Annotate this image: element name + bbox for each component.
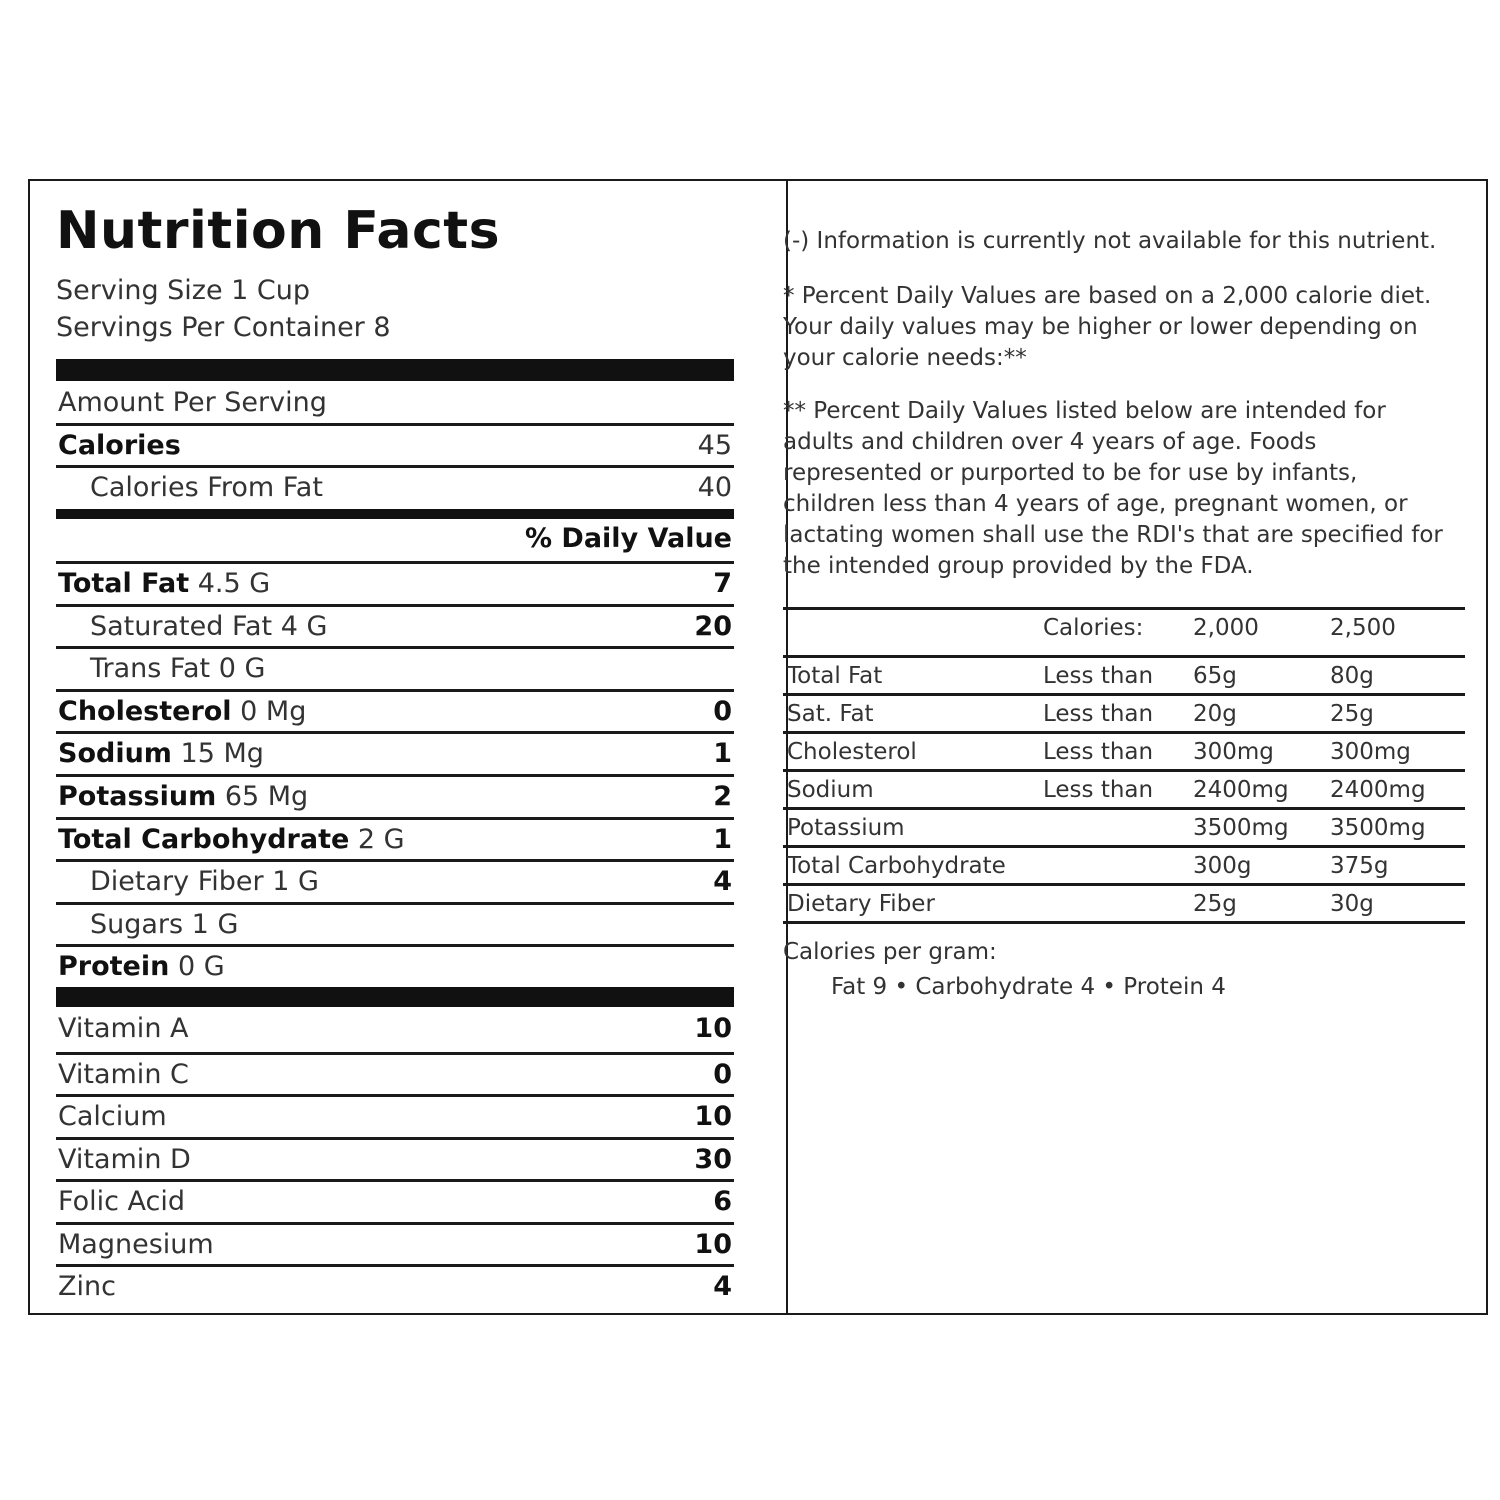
dv-value-2000: 20g (1193, 701, 1237, 727)
nutrient-daily-value: 7 (713, 568, 732, 599)
nutrient-daily-value: 4 (713, 866, 732, 898)
vitamin-daily-value: 6 (713, 1186, 732, 1217)
amount-per-serving-row (56, 383, 734, 425)
dv-nutrient: Potassium (787, 815, 905, 841)
vitamin-row (56, 1052, 734, 1094)
nutrient-name: Dietary Fiber 1 G (90, 866, 319, 898)
nutrient-amount: 2 G (357, 823, 405, 855)
dv-nutrient: Total Carbohydrate (787, 853, 1006, 879)
nutrient-amount: 65 Mg (224, 781, 309, 812)
calories-per-gram-label: Calories per gram: (783, 939, 997, 965)
nutrient-daily-value (732, 649, 734, 688)
nutrient-name (56, 777, 308, 816)
dv-header-2000: 2,000 (1193, 615, 1259, 641)
nutrition-label (28, 179, 1488, 1315)
nutrient-row (56, 731, 734, 773)
nutrient-daily-value (732, 905, 734, 944)
nutrient-amount: 0 G (177, 951, 225, 983)
nutrient-label: Protein (58, 951, 170, 983)
vitamin-name: Folic Acid (58, 1186, 185, 1217)
dv-table-row (783, 883, 1465, 921)
dv-nutrient: Sat. Fat (787, 701, 874, 727)
dv-value-2500: 2400mg (1330, 777, 1426, 803)
nutrient-label: Cholesterol (58, 695, 232, 727)
nutrient-row (56, 944, 734, 986)
vitamin-daily-value: 10 (694, 1013, 732, 1044)
vitamin-name: Calcium (58, 1101, 167, 1132)
note-intended-for: ** Percent Daily Values listed below are intended for adults and children over 4 years of age. Foods represented or purported to be for use by infants, children less than 4 years of age, pregnant women, or lactating women shall use the RDI's that are specified for the intended group provided by the FDA. (783, 398, 1443, 579)
servings-per-container: Servings Per Container 8 (56, 312, 391, 343)
nutrient-name (56, 947, 225, 986)
dv-value-2500: 25g (1330, 701, 1374, 727)
nutrient-label: Sodium (58, 738, 172, 770)
nutrient-daily-value: 20 (694, 610, 732, 642)
vitamin-row (56, 1009, 734, 1051)
vitamin-name: Vitamin D (58, 1143, 191, 1175)
nutrient-name (56, 820, 405, 859)
daily-value-header: % Daily Value (524, 523, 732, 554)
dv-table-row (783, 693, 1465, 731)
nutrient-name: Sugars 1 G (90, 908, 239, 940)
dv-value-2000: 65g (1193, 663, 1237, 689)
dv-nutrient: Cholesterol (787, 739, 917, 765)
nutrient-row (56, 774, 734, 816)
dv-nutrient: Dietary Fiber (787, 891, 935, 917)
dv-header-2500: 2,500 (1330, 615, 1396, 641)
vitamin-row (56, 1137, 734, 1179)
nutrient-daily-value: 1 (713, 823, 732, 855)
vitamin-row (56, 1222, 734, 1264)
dv-qualifier: Less than (1043, 701, 1154, 727)
dv-value-2500: 3500mg (1330, 815, 1426, 841)
vitamin-daily-value: 10 (694, 1228, 732, 1260)
nutrient-row (56, 859, 734, 901)
dv-table-row (783, 807, 1465, 845)
dv-value-2000: 2400mg (1193, 777, 1289, 803)
nutrient-amount: 4.5 G (197, 568, 271, 599)
vitamin-name: Vitamin A (58, 1013, 189, 1044)
nutrient-daily-value: 2 (713, 781, 732, 812)
nutrient-label: Total Carbohydrate (58, 823, 350, 855)
dv-value-2000: 3500mg (1193, 815, 1289, 841)
nutrient-name (56, 692, 306, 731)
nutrient-row (56, 817, 734, 859)
vitamin-row (56, 1094, 734, 1136)
nutrient-name: Trans Fat 0 G (90, 653, 266, 685)
vitamin-daily-value: 10 (694, 1101, 732, 1132)
nutrient-daily-value: 0 (713, 695, 732, 727)
dv-value-2500: 80g (1330, 663, 1374, 689)
dv-table-row (783, 655, 1465, 693)
thick-divider (56, 359, 734, 381)
vitamin-daily-value: 4 (713, 1271, 732, 1302)
dv-value-2500: 30g (1330, 891, 1374, 917)
calories-from-fat-label: Calories From Fat (90, 472, 323, 503)
vitamin-name: Zinc (58, 1271, 116, 1302)
thick-divider-vitamins (56, 987, 734, 1007)
dv-header-label: Calories: (1043, 615, 1144, 641)
daily-value-header-row (56, 519, 734, 561)
dv-table-row (783, 769, 1465, 807)
dv-qualifier: Less than (1043, 663, 1154, 689)
nutrition-facts-title: Nutrition Facts (56, 201, 501, 261)
vitamin-row (56, 1179, 734, 1221)
dv-table-row (783, 845, 1465, 883)
dv-qualifier: Less than (1043, 777, 1154, 803)
nutrient-row (56, 646, 734, 688)
nutrient-row (56, 561, 734, 603)
vitamin-name: Vitamin C (58, 1058, 189, 1090)
nutrient-row (56, 689, 734, 731)
note-not-available: (-) Information is currently not available for this nutrient. (783, 228, 1437, 254)
nutrient-label: Potassium (58, 781, 217, 812)
dv-nutrient: Sodium (787, 777, 874, 803)
calories-from-fat-row (56, 465, 734, 507)
dv-table-header (783, 607, 1465, 645)
dv-qualifier: Less than (1043, 739, 1154, 765)
dv-value-2000: 300g (1193, 853, 1252, 879)
medium-divider (56, 509, 734, 519)
dv-value-2000: 25g (1193, 891, 1237, 917)
nutrient-daily-value (732, 947, 734, 986)
dv-nutrient: Total Fat (787, 663, 883, 689)
vitamin-name: Magnesium (58, 1228, 214, 1260)
dv-table-bottom-border (783, 921, 1465, 924)
nutrient-amount: 15 Mg (180, 738, 264, 770)
calories-label: Calories (58, 430, 181, 461)
nutrient-row (56, 604, 734, 646)
vitamin-daily-value: 30 (694, 1143, 732, 1175)
note-percent-daily-values: * Percent Daily Values are based on a 2,000 calorie diet. Your daily values may be higher or lower depending on your calorie needs:** (783, 283, 1432, 371)
calories-from-fat-value: 40 (697, 472, 732, 503)
nutrient-name: Saturated Fat 4 G (90, 610, 328, 642)
nutrient-name (56, 734, 264, 773)
dv-value-2500: 375g (1330, 853, 1389, 879)
calories-row (56, 423, 734, 465)
dv-value-2000: 300mg (1193, 739, 1274, 765)
nutrient-name (56, 564, 270, 603)
calories-value: 45 (697, 430, 732, 461)
nutrient-row (56, 902, 734, 944)
serving-size: Serving Size 1 Cup (56, 275, 311, 306)
nutrient-daily-value: 1 (713, 738, 732, 770)
vitamin-row (56, 1264, 734, 1306)
calories-per-gram-values: Fat 9 • Carbohydrate 4 • Protein 4 (831, 974, 1226, 1000)
dv-table-row (783, 731, 1465, 769)
nutrient-amount: 0 Mg (240, 695, 307, 727)
amount-per-serving-label: Amount Per Serving (58, 387, 327, 418)
vitamin-daily-value: 0 (713, 1058, 732, 1090)
dv-value-2500: 300mg (1330, 739, 1411, 765)
nutrient-label: Total Fat (58, 568, 190, 599)
